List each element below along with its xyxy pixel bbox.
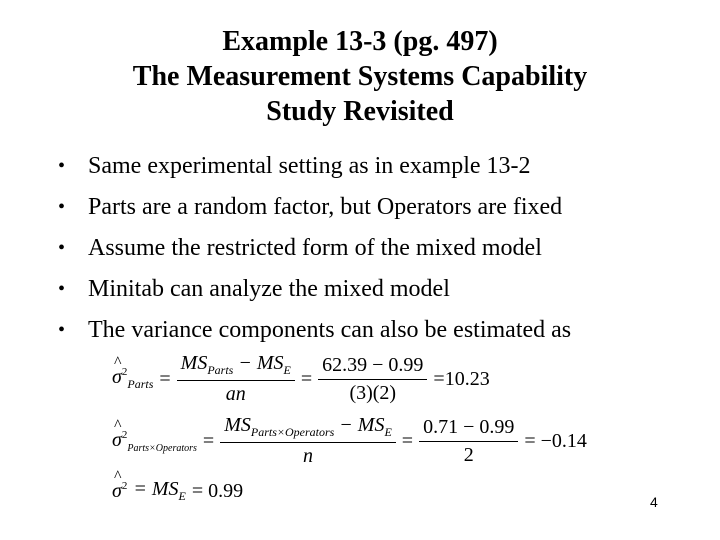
equation-parts-variance — [112, 352, 490, 406]
bullet-icon: • — [58, 278, 66, 300]
slide-title — [0, 24, 720, 129]
bullet-text: Assume the restricted form of the mixed model — [88, 235, 542, 261]
eq2-den: n — [302, 445, 313, 467]
eq3-lhs — [112, 480, 127, 503]
bullet-item — [58, 146, 708, 187]
eq2-num-sub: Parts×Operators — [250, 425, 335, 439]
eq1-num-value: 62.39 − 0.99 — [318, 354, 427, 380]
equation-interaction-variance — [112, 414, 587, 468]
eq1-lhs-sub: Parts — [127, 377, 154, 391]
equals-sign: = — [159, 367, 171, 390]
title-line-3: Study Revisited — [266, 96, 454, 127]
bullet-item — [58, 187, 708, 228]
bullet-text: The variance components can also be estimated as — [88, 317, 572, 343]
bullet-icon: • — [58, 196, 66, 218]
bullet-text: Parts are a random factor, but Operators are fixed — [88, 194, 563, 220]
bullet-item — [58, 228, 708, 269]
eq2-num-rest: − MS — [334, 414, 385, 436]
eq2-num: MS — [224, 414, 251, 436]
eq1-num-sub: Parts — [207, 363, 234, 377]
bullet-item — [58, 310, 708, 351]
eq1-den: an — [225, 383, 246, 405]
sigma-hat-symbol: ^ σ — [112, 480, 122, 503]
eq3-result: = 0.99 — [191, 479, 244, 502]
eq2-fraction-numeric — [419, 416, 518, 467]
bullet-icon: • — [58, 319, 66, 341]
page-number: 4 — [650, 494, 658, 510]
eq1-fraction-symbolic — [177, 352, 295, 406]
eq1-den-value: (3)(2) — [349, 381, 397, 404]
eq2-lhs-sup: 2 — [121, 428, 128, 441]
equation-error-variance — [112, 478, 243, 504]
eq1-num: MS — [180, 352, 208, 374]
eq3-rhs: = MS — [133, 478, 179, 500]
eq2-den-value: 2 — [463, 443, 474, 466]
equals-sign: = — [300, 367, 313, 390]
bullet-item — [58, 269, 708, 310]
eq2-result: = −0.14 — [524, 429, 587, 452]
title-line-1: Example 13-3 (pg. 497) — [222, 26, 498, 57]
eq1-fraction-numeric — [318, 354, 427, 405]
eq3-lhs-sup: 2 — [121, 479, 128, 492]
equals-sign: = — [401, 429, 414, 452]
bullet-icon: • — [58, 237, 66, 259]
eq2-lhs-sub: Parts×Operators — [127, 442, 197, 454]
eq2-lhs — [112, 429, 197, 454]
bullet-text: Same experimental setting as in example 13-2 — [88, 153, 531, 179]
eq2-num-sub2: E — [384, 425, 392, 439]
eq1-result: =10.23 — [433, 367, 490, 390]
bullet-text: Minitab can analyze the mixed model — [88, 276, 450, 302]
sigma-hat-symbol: ^ σ — [112, 429, 122, 452]
eq3-rhs-sub: E — [178, 489, 186, 503]
bullet-list — [58, 146, 708, 351]
title-line-2: The Measurement Systems Capability — [132, 61, 588, 92]
bullet-icon: • — [58, 155, 66, 177]
eq1-num-sub2: E — [283, 363, 291, 377]
eq2-num-value: 0.71 − 0.99 — [419, 416, 518, 442]
eq1-num-rest: − MS — [233, 352, 284, 374]
eq2-fraction-symbolic — [220, 414, 396, 468]
eq1-lhs — [112, 366, 153, 392]
equals-sign: = — [202, 429, 215, 452]
sigma-hat-symbol: ^ σ — [112, 366, 122, 389]
eq1-lhs-sup: 2 — [121, 366, 128, 378]
